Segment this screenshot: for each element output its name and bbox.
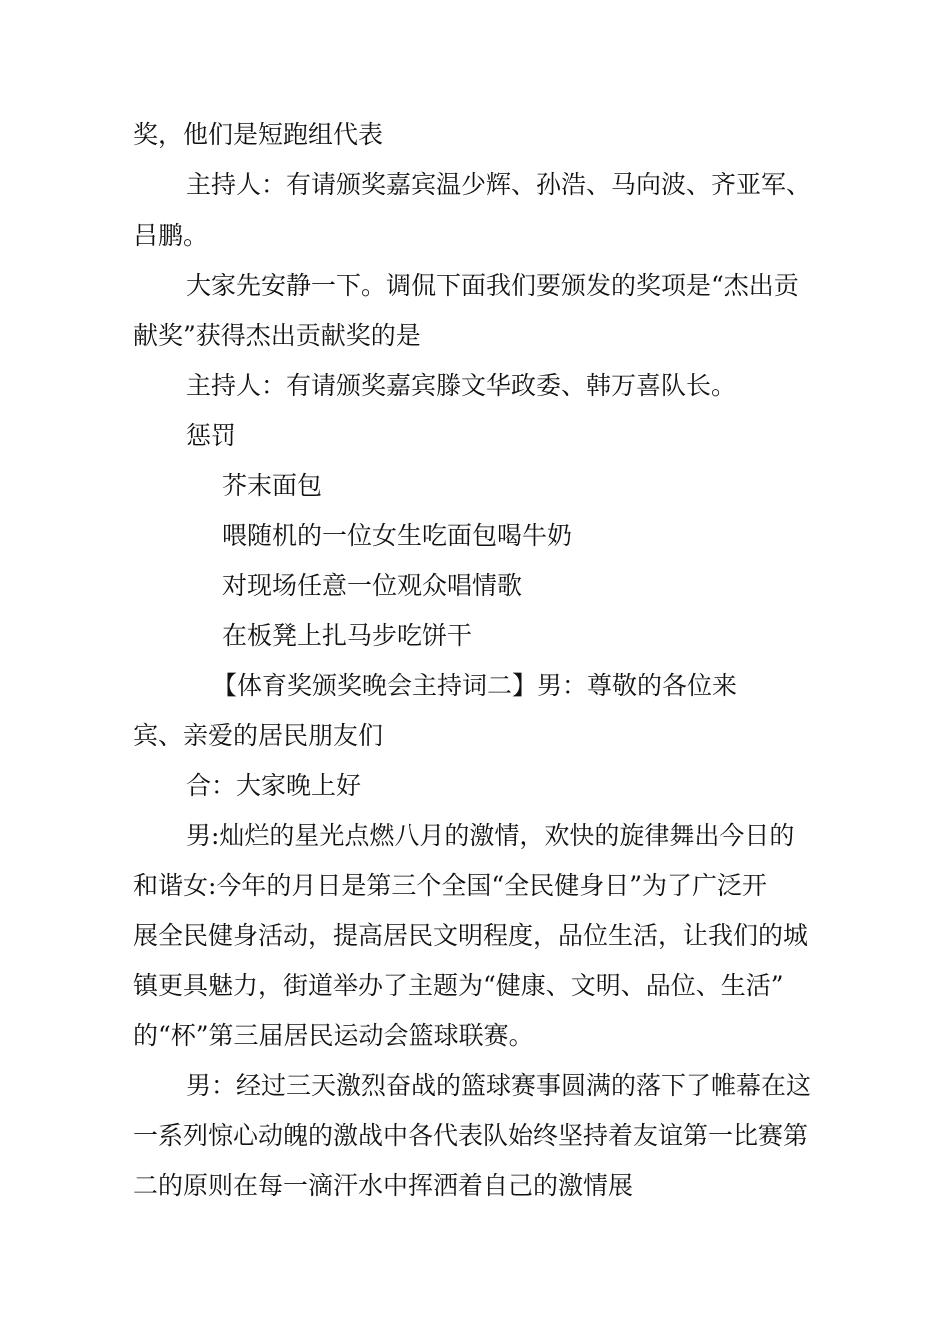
text-line-4: 大家先安静一下。调侃下面我们要颁发的奖项是“杰出贡 [186,271,799,300]
text-line-17: 展全民健身活动，提高居民文明程度，品位生活，让我们的城 [133,921,809,950]
text-line-11: 在板凳上扎马步吃饼干 [222,621,473,650]
text-line-7: 惩罚 [186,421,237,450]
text-line-15: 男:灿烂的星光点燃八月的激情，欢快的旋律舞出今日的 [186,821,795,850]
text-line-2: 主持人：有请颁奖嘉宾温少辉、孙浩、马向波、齐亚军、 [186,170,812,199]
text-line-18: 镇更具魅力，街道举办了主题为“健康、文明、品位、生活” [133,971,784,1000]
text-line-10: 对现场任意一位观众唱情歌 [222,571,523,600]
text-line-22: 二的原则在每一滴汗水中挥洒着自己的激情展 [133,1171,634,1200]
text-line-1: 奖，他们是短跑组代表 [133,120,384,149]
text-line-9: 喂随机的一位女生吃面包喝牛奶 [222,521,573,550]
text-line-3: 吕鹏。 [133,221,209,250]
text-line-20: 男：经过三天激烈奋战的篮球赛事圆满的落下了帷幕在这 [186,1071,812,1100]
text-line-14: 合：大家晚上好 [186,771,362,800]
text-line-6: 主持人：有请颁奖嘉宾滕文华政委、韩万喜队长。 [186,371,737,400]
text-line-8: 芥末面包 [222,471,323,500]
text-line-19: 的“杯”第三届居民运动会篮球联赛。 [133,1021,534,1050]
text-line-5: 献奖”获得杰出贡献奖的是 [133,321,421,350]
text-line-21: 一系列惊心动魄的激战中各代表队始终坚持着友谊第一比赛第 [133,1121,809,1150]
text-line-16: 和谐女:今年的月日是第三个全国“全民健身日”为了广泛开 [133,871,767,900]
text-line-13: 宾、亲爱的居民朋友们 [133,721,384,750]
text-line-12: 【体育奖颁奖晚会主持词二】男：尊敬的各位来 [212,671,738,700]
